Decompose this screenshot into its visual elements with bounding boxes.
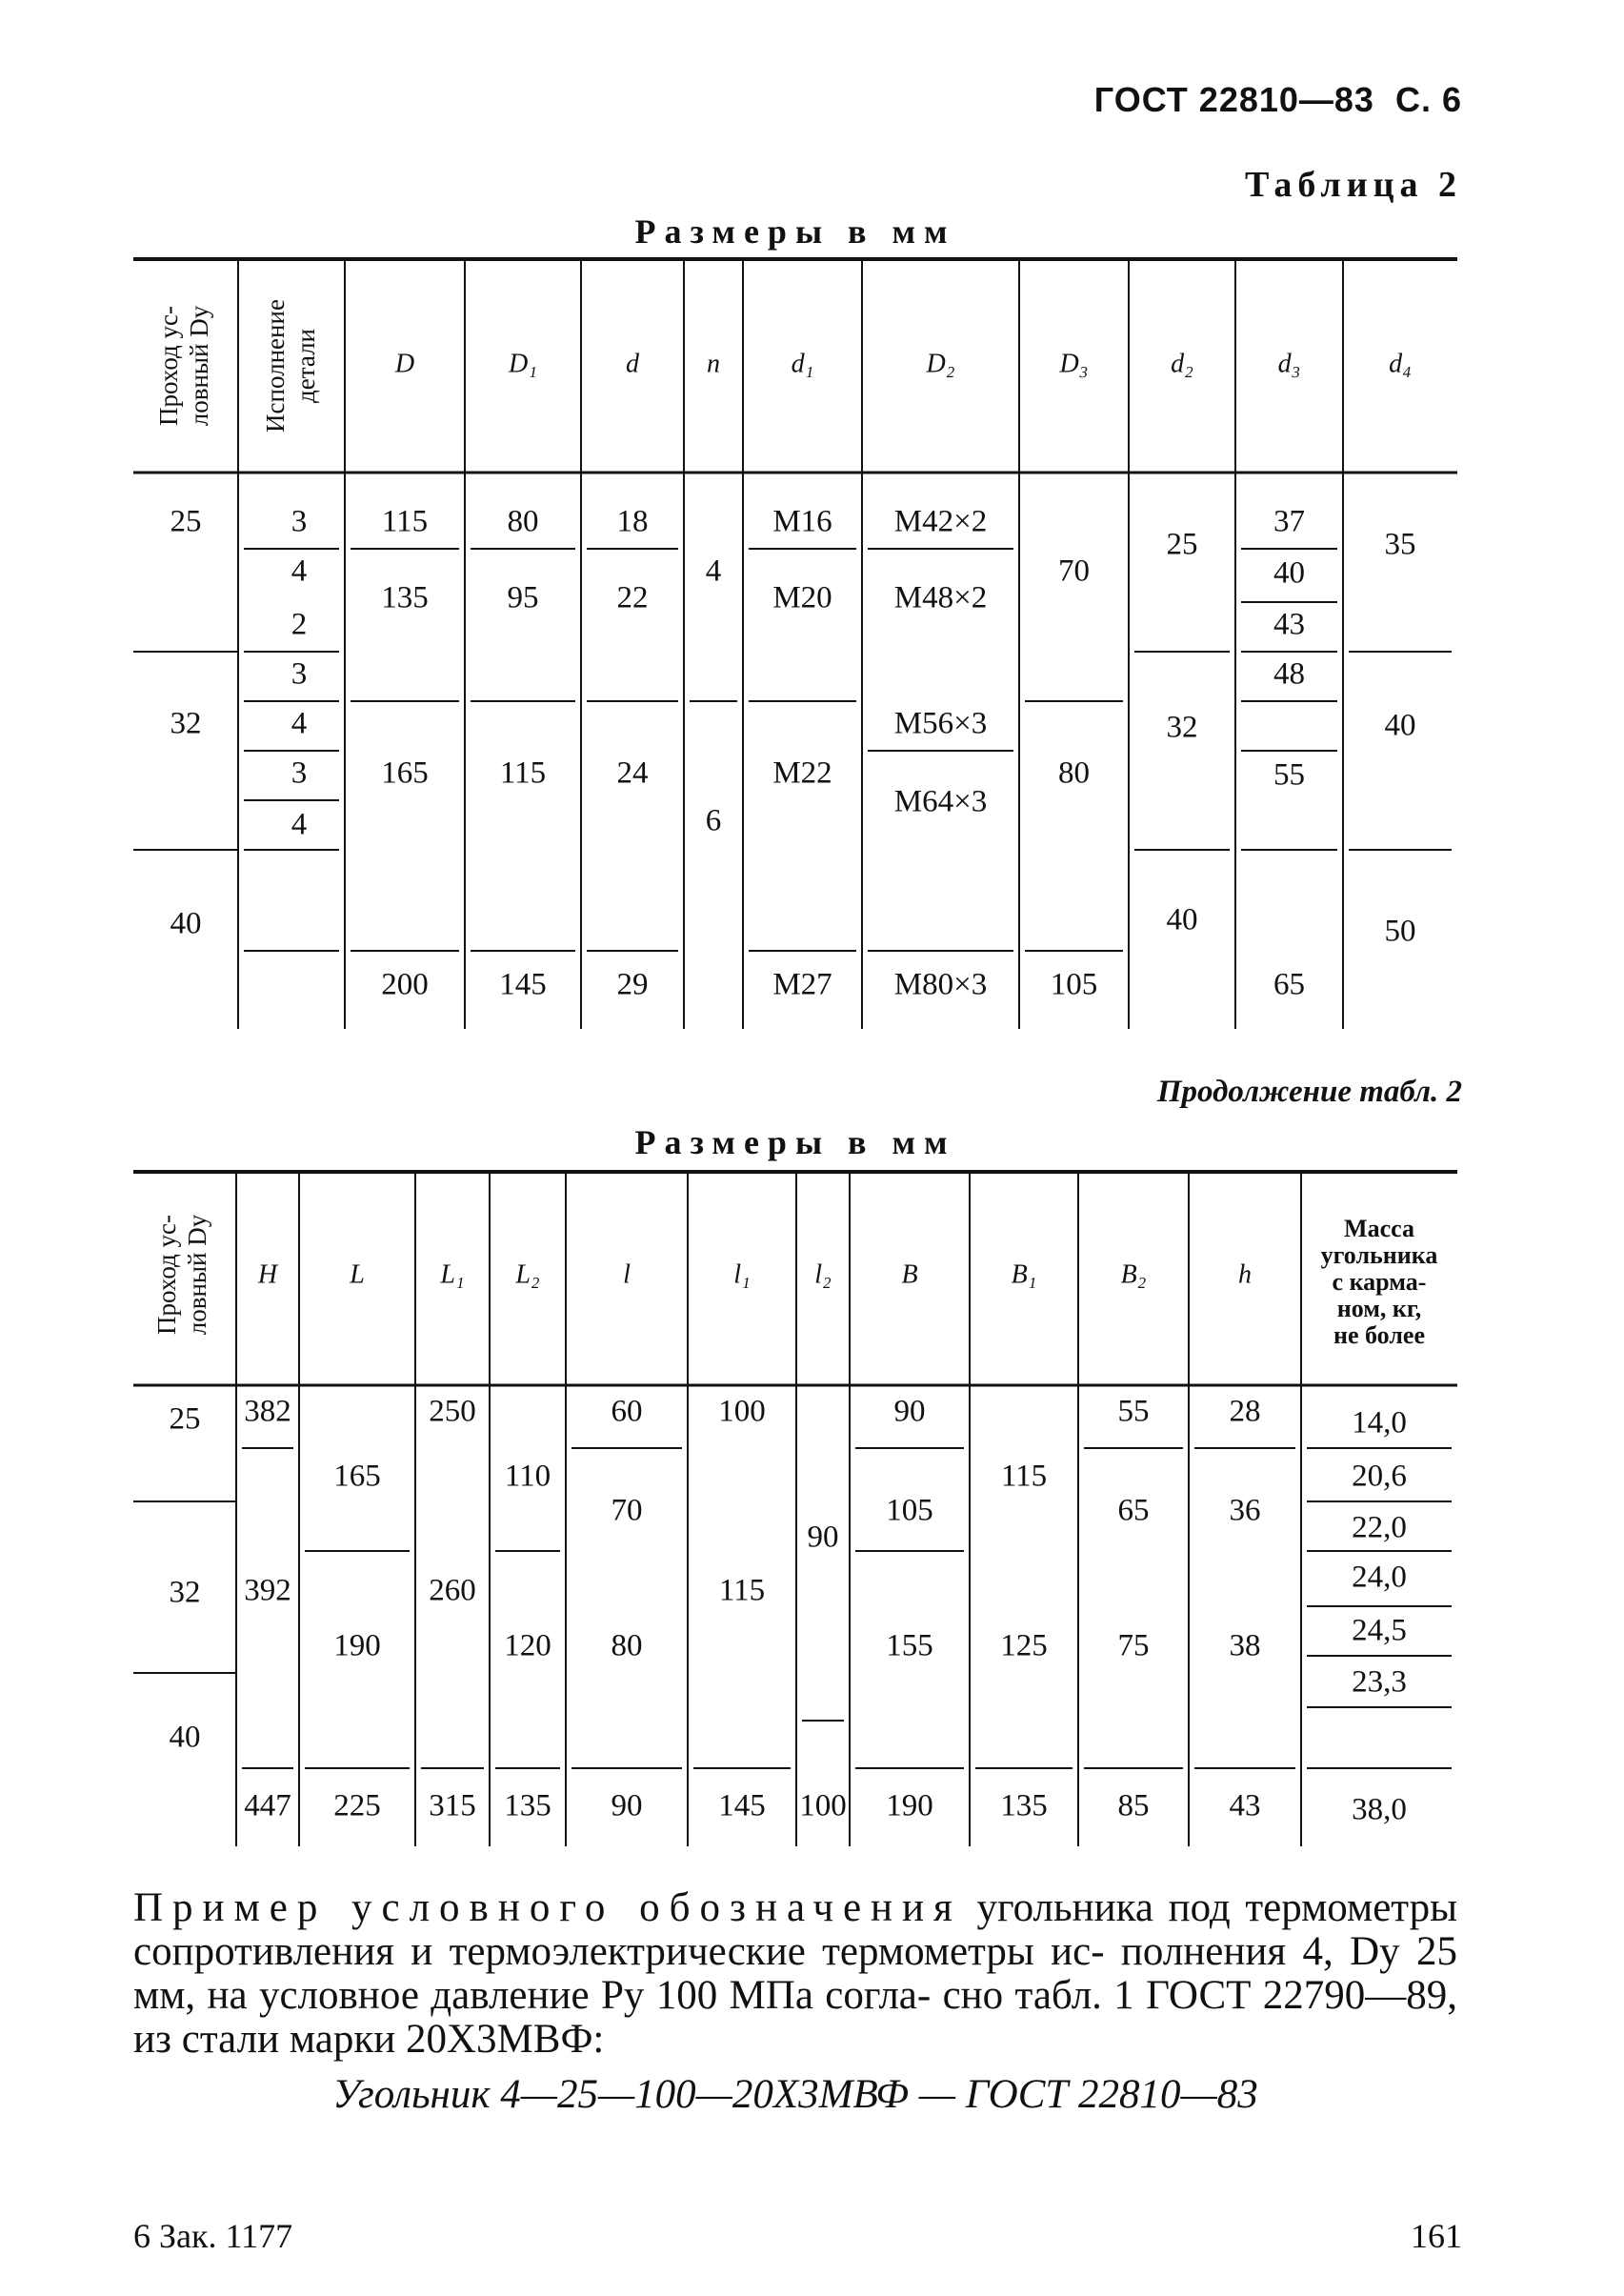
header-10: d₃	[1277, 349, 1301, 379]
cell-isp: 4	[291, 807, 308, 842]
header-proxod: ловный Dy	[183, 1214, 212, 1336]
cell-mass: 24,0	[1352, 1560, 1407, 1595]
header-mass: Масса	[1344, 1214, 1414, 1242]
cell-mass: 20,6	[1352, 1459, 1407, 1494]
cell-d3: 37	[1273, 504, 1305, 539]
cell-l2: 90	[807, 1520, 839, 1555]
example-line4: сно табл. 1 ГОСТ 22790—89, из стали марки 20Х3МВФ:	[133, 1973, 1458, 2062]
cell-D: 165	[381, 755, 429, 791]
header-9: B₁	[1011, 1259, 1037, 1290]
header-1: H	[257, 1259, 278, 1290]
header-proxod: Проход ус-	[154, 306, 184, 426]
table-continuation-label: Продолжение табл. 2	[1156, 1075, 1462, 1109]
cell-dy: 32	[170, 706, 202, 741]
header-4: d	[626, 349, 639, 379]
cell-l1: 115	[718, 1573, 766, 1608]
cell-d2: 32	[1166, 710, 1198, 745]
table1-units: Размеры в мм	[634, 212, 956, 251]
cell-h: 38	[1229, 1628, 1261, 1663]
cell-isp: 3	[291, 504, 308, 539]
cell-d: 29	[616, 967, 649, 1002]
cell-d3: 65	[1273, 967, 1305, 1002]
designation-example: Угольник 4—25—100—20Х3МВФ — ГОСТ 22810—83	[332, 2072, 1258, 2117]
cell-B1: 125	[1000, 1628, 1048, 1663]
designation-example-text	[133, 1886, 1457, 2062]
cell-D1: 80	[507, 504, 539, 539]
cell-dy: 25	[170, 504, 202, 539]
cell-l1: 145	[718, 1788, 766, 1823]
cell-d3: 40	[1273, 555, 1305, 591]
cell-dy: 32	[169, 1575, 201, 1610]
cell-L: 225	[333, 1788, 381, 1823]
cell-d3: 55	[1273, 757, 1305, 793]
header-3: L₁	[440, 1259, 465, 1290]
cell-l: 70	[611, 1493, 643, 1528]
header-ispolnenie: Исполнение	[261, 299, 291, 433]
cell-mass: 23,3	[1352, 1664, 1407, 1700]
header-8: B	[901, 1259, 918, 1290]
standard-number: ГОСТ 22810—83	[1093, 80, 1374, 119]
table-2-continued	[133, 1168, 1457, 1854]
cell-L2: 135	[504, 1788, 551, 1823]
header-6: d₁	[791, 349, 814, 379]
header-ispolnenie: детали	[291, 329, 321, 403]
header-3: D₁	[509, 349, 537, 379]
header-proxod: Проход ус-	[152, 1215, 182, 1335]
header-5: l	[623, 1259, 631, 1290]
cell-d2: 25	[1166, 527, 1198, 562]
cell-h: 36	[1229, 1493, 1261, 1528]
header-mass: не более	[1333, 1320, 1426, 1349]
header-8: D₃	[1059, 349, 1089, 379]
cell-D: 115	[381, 504, 429, 539]
cell-B: 190	[886, 1788, 933, 1823]
cell-h: 28	[1229, 1394, 1261, 1429]
footer-order: 6 Зак. 1177	[133, 2217, 293, 2255]
cell-l: 60	[611, 1394, 643, 1429]
cell-B2: 75	[1117, 1628, 1150, 1663]
example-heading: Пример условного обозначения	[133, 1885, 962, 1930]
table-label: Таблица 2	[1244, 165, 1462, 205]
cell-d4: 35	[1384, 527, 1416, 562]
cell-d1: M20	[772, 580, 832, 615]
cell-L: 190	[333, 1628, 381, 1663]
cell-D3: 105	[1050, 967, 1098, 1002]
cell-D2: M64×3	[893, 784, 988, 819]
cell-d2: 40	[1166, 902, 1198, 937]
header-5: n	[707, 349, 720, 379]
table-2-grid	[133, 255, 1457, 1037]
cell-isp: 3	[291, 755, 308, 791]
cell-D2: M80×3	[893, 967, 988, 1002]
cell-B1: 115	[1000, 1459, 1048, 1494]
cell-dy: 40	[170, 906, 202, 941]
cell-L1: 315	[429, 1788, 476, 1823]
footer-page-number: 161	[1411, 2217, 1462, 2255]
cell-d1: M22	[772, 755, 832, 791]
cell-dy: 40	[169, 1720, 201, 1755]
header-10: B₂	[1120, 1259, 1147, 1290]
cell-isp: 4	[291, 706, 308, 741]
cell-H: 382	[244, 1394, 291, 1429]
header-7: D₂	[926, 349, 955, 379]
cell-l: 80	[611, 1628, 643, 1663]
cell-isp: 2	[291, 607, 308, 642]
example-line1: угольника под	[976, 1885, 1231, 1930]
header-11: h	[1238, 1259, 1252, 1290]
example-line2: термометры сопротивления и термоэлектрические термометры ис-	[133, 1885, 1457, 1974]
header-9: d₂	[1171, 349, 1193, 379]
cell-H: 447	[244, 1788, 291, 1823]
cell-D2: M48×2	[893, 580, 988, 615]
cell-L2: 110	[504, 1459, 551, 1494]
header-2: D	[394, 349, 415, 379]
cell-B2: 65	[1117, 1493, 1150, 1528]
cell-B1: 135	[1000, 1788, 1048, 1823]
cell-H: 392	[244, 1573, 291, 1608]
page-number: С. 6	[1394, 80, 1462, 119]
cell-D1: 145	[499, 967, 547, 1002]
cell-isp: 4	[291, 554, 308, 589]
header-mass: угольника	[1320, 1240, 1438, 1269]
cell-d: 22	[616, 580, 649, 615]
header-6: l₁	[733, 1259, 751, 1290]
cell-mass: 38,0	[1352, 1792, 1407, 1827]
cell-D: 200	[381, 967, 429, 1002]
cell-D1: 115	[499, 755, 547, 791]
example-line3: полнения 4, Dy 25 мм, на условное давление Py 100 МПа согла-	[133, 1929, 1457, 2018]
cell-B: 155	[886, 1628, 933, 1663]
header-4: L₂	[515, 1259, 540, 1290]
cell-L: 165	[333, 1459, 381, 1494]
cell-l2: 100	[799, 1788, 847, 1823]
cell-B: 105	[886, 1493, 933, 1528]
header-7: l₂	[814, 1259, 832, 1290]
cell-d3: 43	[1273, 607, 1305, 642]
cell-d4: 50	[1384, 914, 1416, 949]
cell-d3: 48	[1273, 656, 1305, 692]
cell-d: 18	[616, 504, 649, 539]
cell-mass: 22,0	[1352, 1510, 1407, 1545]
header-proxod: ловный Dy	[185, 305, 214, 427]
cell-d4: 40	[1384, 708, 1416, 743]
table2-units: Размеры в мм	[634, 1123, 956, 1161]
header-mass: с карма-	[1332, 1267, 1427, 1296]
cell-n: 4	[705, 554, 722, 589]
cell-D3: 80	[1058, 755, 1090, 791]
cell-l: 90	[611, 1788, 643, 1823]
cell-D2: M42×2	[893, 504, 988, 539]
cell-D: 135	[381, 580, 429, 615]
cell-L1: 250	[429, 1394, 476, 1429]
cell-B2: 85	[1117, 1788, 1150, 1823]
cell-L1: 260	[429, 1573, 476, 1608]
cell-isp: 3	[291, 656, 308, 692]
cell-d1: M16	[772, 504, 832, 539]
cell-d: 24	[616, 755, 649, 791]
cell-d1: M27	[772, 967, 832, 1002]
table-2-continued-grid	[133, 1168, 1457, 1854]
cell-mass: 24,5	[1352, 1613, 1407, 1648]
cell-l1: 100	[718, 1394, 766, 1429]
cell-D1: 95	[507, 580, 539, 615]
page-header	[1094, 80, 1462, 120]
cell-B2: 55	[1117, 1394, 1150, 1429]
table-2	[133, 255, 1457, 1037]
cell-dy: 25	[169, 1401, 201, 1437]
cell-D2: M56×3	[893, 706, 988, 741]
cell-B: 90	[893, 1394, 926, 1429]
cell-n: 6	[705, 803, 722, 838]
cell-mass: 14,0	[1352, 1405, 1407, 1440]
cell-h: 43	[1229, 1788, 1261, 1823]
cell-L2: 120	[504, 1628, 551, 1663]
header-2: L	[350, 1259, 365, 1290]
header-mass: ном, кг,	[1336, 1294, 1422, 1322]
header-11: d₄	[1389, 349, 1412, 379]
cell-D3: 70	[1058, 554, 1090, 589]
